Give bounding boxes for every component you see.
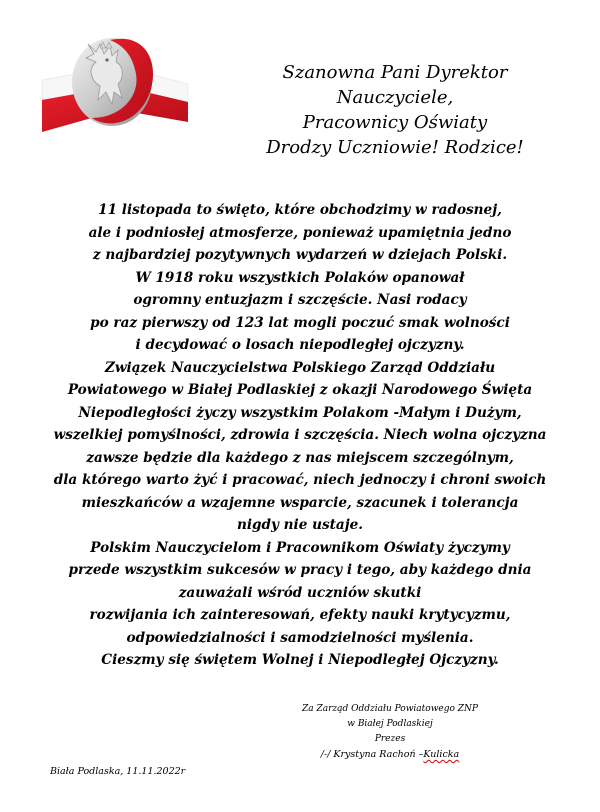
body-line: W 1918 roku wszystkich Polaków opanował	[135, 269, 465, 286]
body-line: i decydować o losach niepodległej ojczyzny.	[135, 337, 465, 353]
signature-location: w Białej Podlaskiej	[347, 719, 433, 729]
greeting-line: Szanowna Pani Dyrektor	[282, 62, 508, 83]
body-line: Powiatowego w Białej Podlaskiej z okazji Narodowego Święta	[67, 382, 533, 398]
body-line: ale i podniosłej atmosferze, ponieważ upamiętnia jedno	[88, 224, 512, 241]
greeting-line: Drodzy Uczniowie! Rodzice!	[266, 137, 524, 158]
body-line: 11 listopada to święto, które obchodzimy w radosnej,	[98, 202, 502, 218]
body-line: Związek Nauczycielstwa Polskiego Zarząd Oddziału	[104, 359, 496, 376]
body-line: po raz pierwszy od 123 lat mogli poczuć smak wolności	[90, 314, 510, 331]
signature-name-prefix: /-/ Krystyna Rachoń –	[320, 749, 424, 760]
body-line: odpowiedzialności i samodzielności myślenia.	[126, 629, 474, 646]
signature-title: Prezes	[374, 734, 406, 744]
body-line: nigdy nie ustaje.	[236, 517, 364, 533]
body-line: dla którego warto żyć i pracować, niech jednoczy i chroni swoich	[53, 472, 547, 488]
body-line: rozwijania ich zainteresowań, efekty nauki krytycyzmu,	[89, 607, 511, 623]
body-line: ogromny entuzjazm i szczęście. Nasi rodacy	[133, 292, 467, 308]
body-line: zauważali wśród uczniów skutki	[178, 584, 422, 601]
letter-body	[20, 199, 580, 672]
body-line: z najbardziej pozytywnych wydarzeń w dziejach Polski.	[92, 247, 508, 263]
body-line: Polskim Nauczycielom i Pracownikom Oświaty życzymy	[90, 539, 510, 556]
polish-eagle-flag-emblem-icon	[40, 22, 190, 142]
body-line: Cieszmy się świętem Wolnej i Niepodległej Ojczyzny.	[101, 652, 499, 668]
body-line: wszelkiej pomyślności, zdrowia i szczęścia. Niech wolna ojczyzna	[53, 427, 547, 443]
signature-block	[265, 702, 515, 762]
signature-name-suffix: Kulicka	[423, 749, 460, 760]
place-date: Biała Podlaska, 11.11.2022r	[50, 766, 186, 777]
signature-name	[265, 747, 515, 762]
body-line: mieszkańców a wzajemne wsparcie, szacunek i tolerancja	[81, 494, 519, 511]
greeting-line: Pracownicy Oświaty	[302, 112, 488, 133]
signature-organization: Za Zarząd Oddziału Powiatowego ZNP	[302, 704, 478, 714]
greeting-block	[225, 60, 565, 160]
body-line: przede wszystkim sukcesów w pracy i tego, aby każdego dnia	[68, 562, 532, 578]
body-line: Niepodległości życzy wszystkim Polakom -Małym i Dużym,	[78, 404, 522, 421]
body-line: zawsze będzie dla każdego z nas miejscem szczególnym,	[86, 449, 514, 466]
greeting-line: Nauczyciele,	[336, 87, 454, 108]
